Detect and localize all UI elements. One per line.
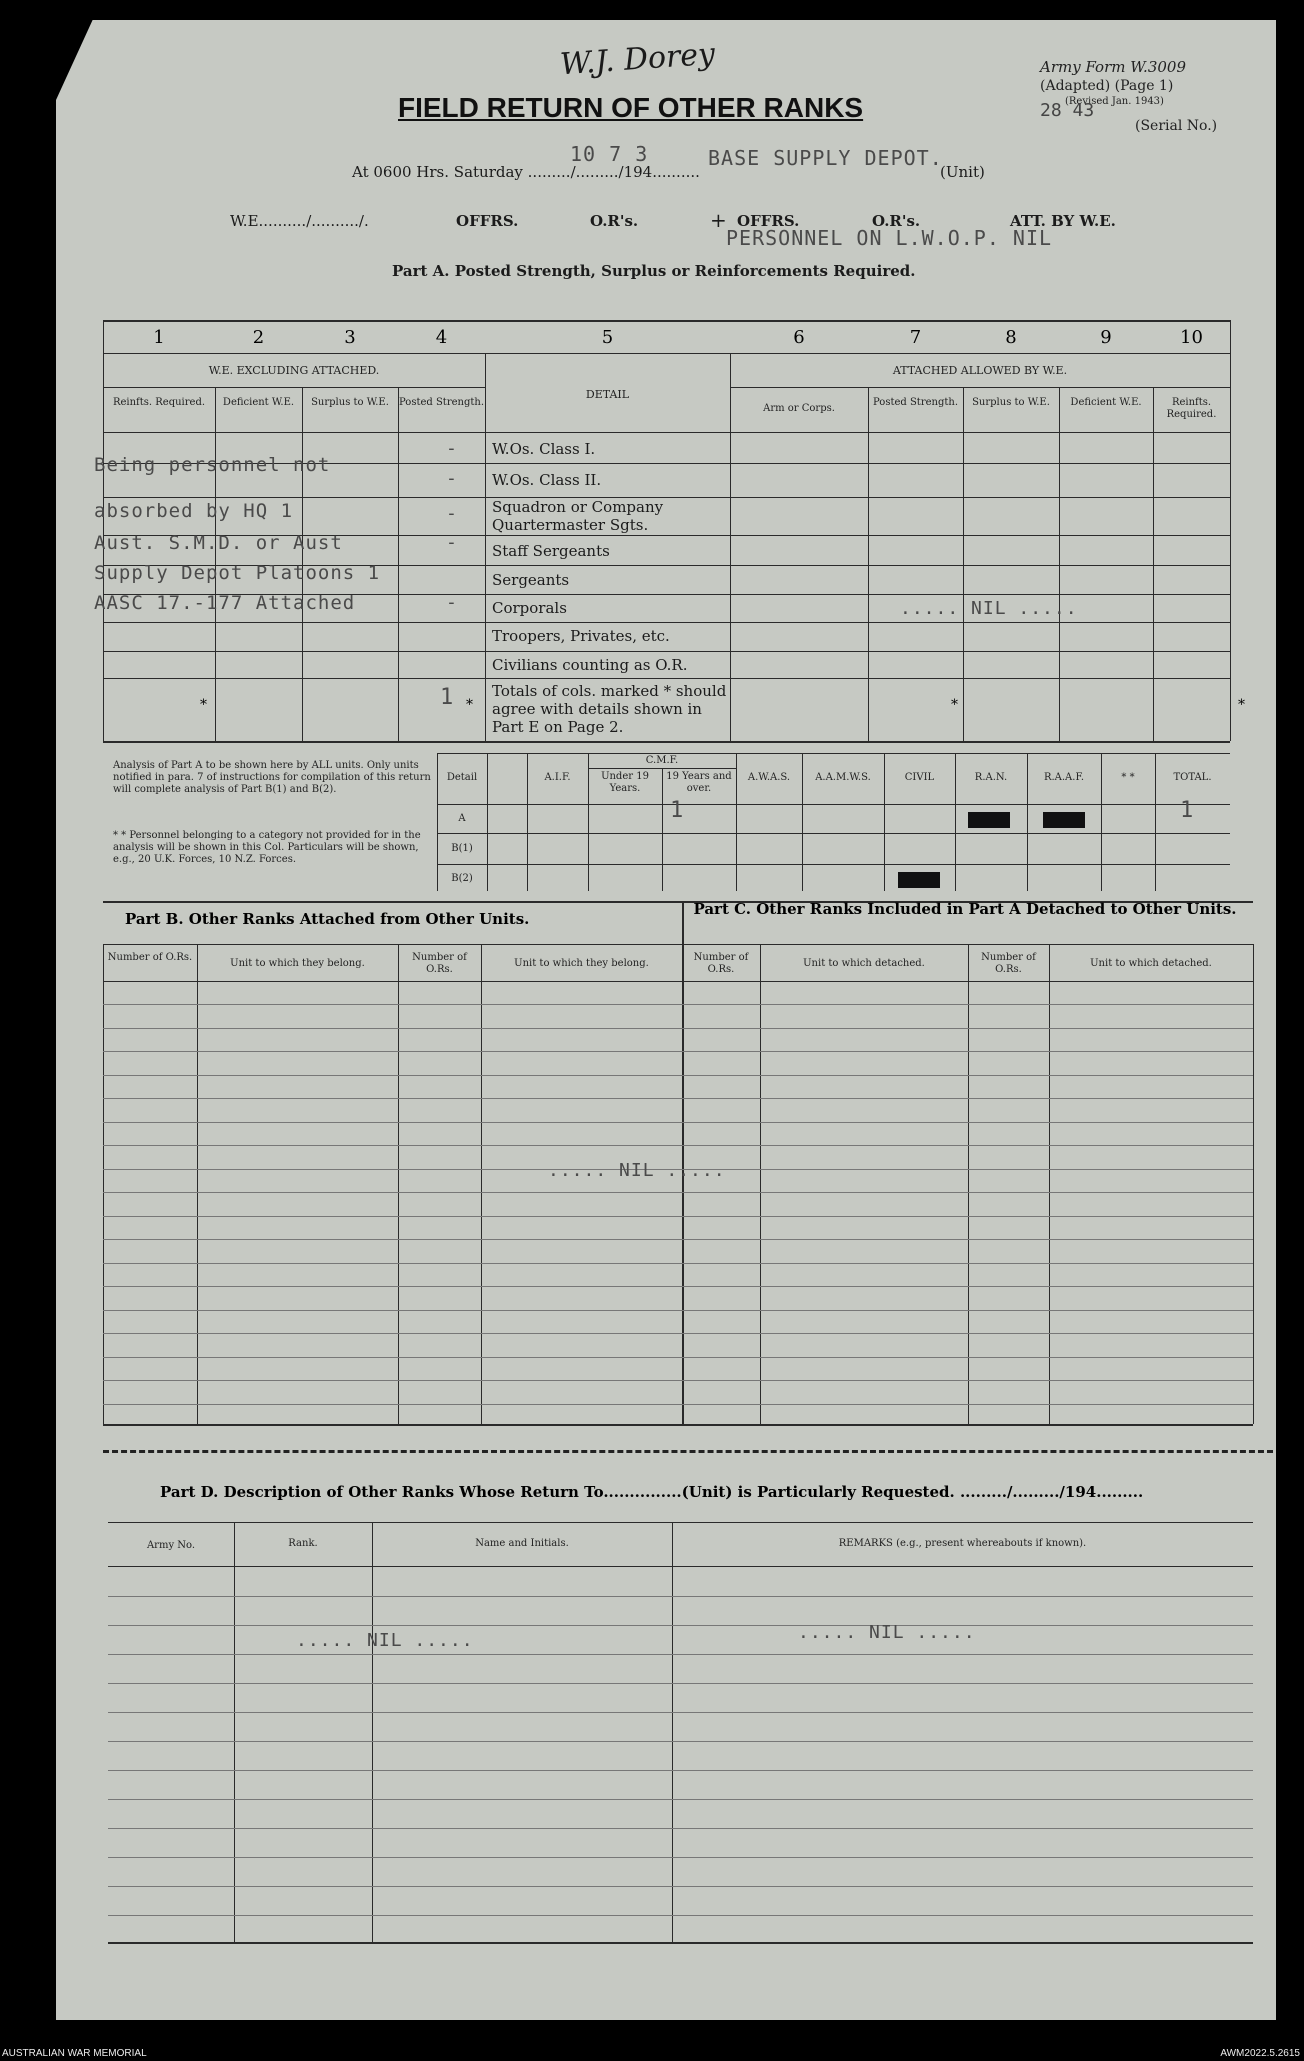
- typed-unit: BASE SUPPLY DEPOT.: [708, 146, 943, 170]
- group-attached-allowed: ATTACHED ALLOWED BY W.E.: [892, 364, 1068, 377]
- subhead-arm-corps: Arm or Corps.: [763, 403, 835, 414]
- star-reinfts: *: [200, 697, 207, 713]
- plus-sign: +: [710, 208, 727, 232]
- offrs-label-2: OFFRS.: [737, 212, 800, 230]
- ors-label-1: O.R's.: [590, 212, 639, 230]
- subhead-deficient: Deficient W.E.: [222, 397, 295, 408]
- analysis-cmf: C.M.F.: [645, 755, 679, 766]
- col-num-10: 10: [1180, 327, 1203, 348]
- analysis-row-b1: B(1): [451, 843, 473, 854]
- col-num-7: 7: [909, 327, 922, 348]
- ruled-line: [108, 1828, 1253, 1829]
- c-col-unit-2: Unit to which detached.: [1090, 958, 1212, 969]
- col-num-3: 3: [344, 327, 356, 348]
- dash-1: -: [446, 438, 458, 459]
- b-col-num-1: Number of O.Rs.: [107, 952, 193, 963]
- ruled-line: [108, 1683, 1253, 1684]
- d-col-rank: Rank.: [288, 1538, 318, 1549]
- dash-2: -: [446, 468, 458, 489]
- typed-note-5: AASC 17.-177 Attached: [94, 592, 356, 614]
- analysis-raaf: R.A.A.F.: [1043, 772, 1085, 783]
- subhead-deficient-r: Deficient W.E.: [1070, 397, 1142, 408]
- subhead-posted-r: Posted Strength.: [872, 397, 959, 408]
- ruled-line: [108, 1741, 1253, 1742]
- ruled-line: [103, 1122, 1253, 1123]
- offrs-label-1: OFFRS.: [456, 212, 519, 230]
- analysis-val-19: 1: [670, 798, 685, 823]
- col-num-9: 9: [1100, 327, 1112, 348]
- d-col-name: Name and Initials.: [475, 1538, 569, 1549]
- d-col-army-no: Army No.: [146, 1540, 196, 1551]
- col-num-2: 2: [252, 327, 265, 348]
- ruled-line: [103, 1145, 1253, 1146]
- ruled-line: [103, 1075, 1253, 1076]
- ruled-line: [103, 1239, 1253, 1240]
- analysis-total: TOTAL.: [1173, 772, 1212, 783]
- c-col-num-1: Number of O.Rs.: [693, 952, 749, 975]
- row-corporals: Corporals: [492, 599, 567, 617]
- posted-total: 1: [440, 685, 455, 710]
- b-col-unit-1: Unit to which they belong.: [230, 958, 365, 969]
- row-wo2: W.Os. Class II.: [492, 471, 602, 489]
- we-line: W.E........../........../.: [230, 212, 369, 230]
- redaction-raaf: [1043, 812, 1085, 828]
- subhead-posted: Posted Strength.: [398, 397, 485, 408]
- analysis-aamws: A.A.M.W.S.: [815, 772, 871, 783]
- analysis-detail: Detail: [446, 772, 478, 783]
- star-reinfts-r: *: [1238, 697, 1245, 713]
- subhead-surplus: Surplus to W.E.: [311, 397, 389, 408]
- analysis-under19: Under 19 Years.: [601, 771, 649, 794]
- part-b-title: Part B. Other Ranks Attached from Other Units.: [125, 910, 530, 928]
- redaction-civil: [898, 872, 940, 888]
- ruled-line: [108, 1654, 1253, 1655]
- row-cqms: Squadron or Company Quartermaster Sgts.: [492, 498, 664, 534]
- ruled-line: [108, 1596, 1253, 1597]
- footer-credit: AUSTRALIAN WAR MEMORIAL: [2, 2048, 147, 2059]
- ruled-line: [108, 1625, 1253, 1626]
- signature: W.J. Dorey: [558, 36, 717, 83]
- analysis-awas: A.W.A.S.: [747, 772, 791, 783]
- detail-header: DETAIL: [585, 388, 630, 401]
- serial-number: 28 43: [1040, 100, 1095, 121]
- part-c-title: Part C. Other Ranks Included in Part A Detached to Other Units.: [693, 900, 1237, 918]
- row-civilians: Civilians counting as O.R.: [492, 656, 688, 674]
- star-posted: *: [466, 697, 473, 713]
- analysis-civil: CIVIL: [904, 772, 935, 783]
- ruled-line: [103, 1357, 1253, 1358]
- tear-line: [103, 1450, 1273, 1453]
- typed-note-1: Being personnel not: [94, 454, 331, 476]
- analysis-aif: A.I.F.: [544, 772, 571, 783]
- ruled-line: [108, 1915, 1253, 1916]
- row-wo1: W.Os. Class I.: [492, 440, 596, 458]
- ruled-line: [108, 1799, 1253, 1800]
- ruled-line: [108, 1886, 1253, 1887]
- analysis-other: * *: [1121, 772, 1135, 783]
- col-num-5: 5: [601, 327, 614, 348]
- col-num-8: 8: [1005, 327, 1017, 348]
- at-hours-line: At 0600 Hrs. Saturday ........./........./194..........: [352, 163, 700, 181]
- row-troopers: Troopers, Privates, etc.: [492, 627, 670, 645]
- ruled-line: [103, 1004, 1253, 1005]
- ruled-line: [108, 1770, 1253, 1771]
- ruled-line: [108, 1857, 1253, 1858]
- analysis-row-a: A: [458, 813, 466, 824]
- ruled-line: [103, 1380, 1253, 1381]
- col-num-4: 4: [435, 327, 448, 348]
- ruled-line: [103, 1098, 1253, 1099]
- c-col-unit-1: Unit to which detached.: [803, 958, 925, 969]
- subhead-reinfts-r: Reinfts. Required.: [1166, 397, 1217, 420]
- b-col-num-2: Number of O.Rs.: [412, 952, 467, 975]
- d-nil-1: ..... NIL .....: [296, 1630, 474, 1651]
- footer-accession: AWM2022.5.2615: [1220, 2048, 1300, 2059]
- dash-5: -: [446, 592, 458, 613]
- form-revised: (Revised Jan. 1943): [1065, 96, 1164, 107]
- unit-label: (Unit): [940, 163, 985, 181]
- typed-personnel: PERSONNEL ON L.W.O.P. NIL: [726, 226, 1053, 250]
- ruled-line: [103, 1216, 1253, 1217]
- attached-nil: ..... NIL .....: [900, 598, 1078, 619]
- ruled-line: [103, 1028, 1253, 1029]
- part-a-title: Part A. Posted Strength, Surplus or Reinforcements Required.: [392, 262, 916, 280]
- group-we-excluding: W.E. EXCLUDING ATTACHED.: [208, 364, 380, 377]
- bc-nil: ..... NIL .....: [548, 1160, 726, 1181]
- dash-3: -: [446, 503, 458, 524]
- ruled-line: [103, 1310, 1253, 1311]
- row-staff-sgts: Staff Sergeants: [492, 542, 610, 560]
- analysis-row-b2: B(2): [451, 873, 473, 884]
- form-number: Army Form W.3009: [1040, 58, 1186, 76]
- ruled-line: [103, 1263, 1253, 1264]
- dash-4: -: [446, 532, 458, 553]
- ors-label-2: O.R's.: [872, 212, 921, 230]
- att-by-we: ATT. BY W.E.: [1010, 212, 1116, 230]
- analysis-19over: 19 Years and over.: [666, 771, 732, 794]
- c-col-num-2: Number of O.Rs.: [981, 952, 1036, 975]
- form-title: FIELD RETURN OF OTHER RANKS: [398, 92, 864, 123]
- analysis-val-total: 1: [1180, 798, 1195, 823]
- ruled-line: [103, 1192, 1253, 1193]
- star-posted-r: *: [951, 697, 958, 713]
- typed-note-2: absorbed by HQ 1: [94, 500, 294, 522]
- typed-date: 10 7 3: [570, 142, 649, 166]
- subhead-surplus-r: Surplus to W.E.: [972, 397, 1050, 408]
- col-num-1: 1: [153, 327, 165, 348]
- ruled-line: [103, 1286, 1253, 1287]
- serial-label: (Serial No.): [1135, 118, 1218, 134]
- row-totals: Totals of cols. marked * should agree with details shown in Part E on Page 2.: [492, 682, 727, 736]
- col-num-6: 6: [793, 327, 805, 348]
- ruled-line: [103, 1404, 1253, 1405]
- subhead-reinfts: Reinfts. Required.: [112, 397, 206, 408]
- ruled-line: [108, 1712, 1253, 1713]
- typed-note-4: Supply Depot Platoons 1: [94, 562, 381, 584]
- analysis-note-1: Analysis of Part A to be shown here by ALL units. Only units notified in para. 7 of instructions for compilation of this return will complete analysis of Part B(1) and B(2).: [113, 760, 431, 795]
- part-d-title: Part D. Description of Other Ranks Whose Return To...............(Unit) is Particularly Requested. ........./........./194.........: [160, 1483, 1144, 1501]
- redaction-ran: [968, 812, 1010, 828]
- d-col-remarks: REMARKS (e.g., present whereabouts if known).: [838, 1538, 1087, 1549]
- analysis-ran: R.A.N.: [974, 772, 1008, 783]
- ruled-line: [103, 1333, 1253, 1334]
- d-nil-2: ..... NIL .....: [798, 1622, 976, 1643]
- row-sergeants: Sergeants: [492, 571, 570, 589]
- b-col-unit-2: Unit to which they belong.: [514, 958, 649, 969]
- ruled-line: [103, 1051, 1253, 1052]
- typed-note-3: Aust. S.M.D. or Aust: [94, 532, 343, 554]
- analysis-note-2: * * Personnel belonging to a category not provided for in the analysis will be shown in this Col. Particulars will be shown, e.g., 20 U.K. Forces, 10 N.Z. Forces.: [113, 830, 421, 865]
- form-adapted: (Adapted) (Page 1): [1040, 78, 1174, 94]
